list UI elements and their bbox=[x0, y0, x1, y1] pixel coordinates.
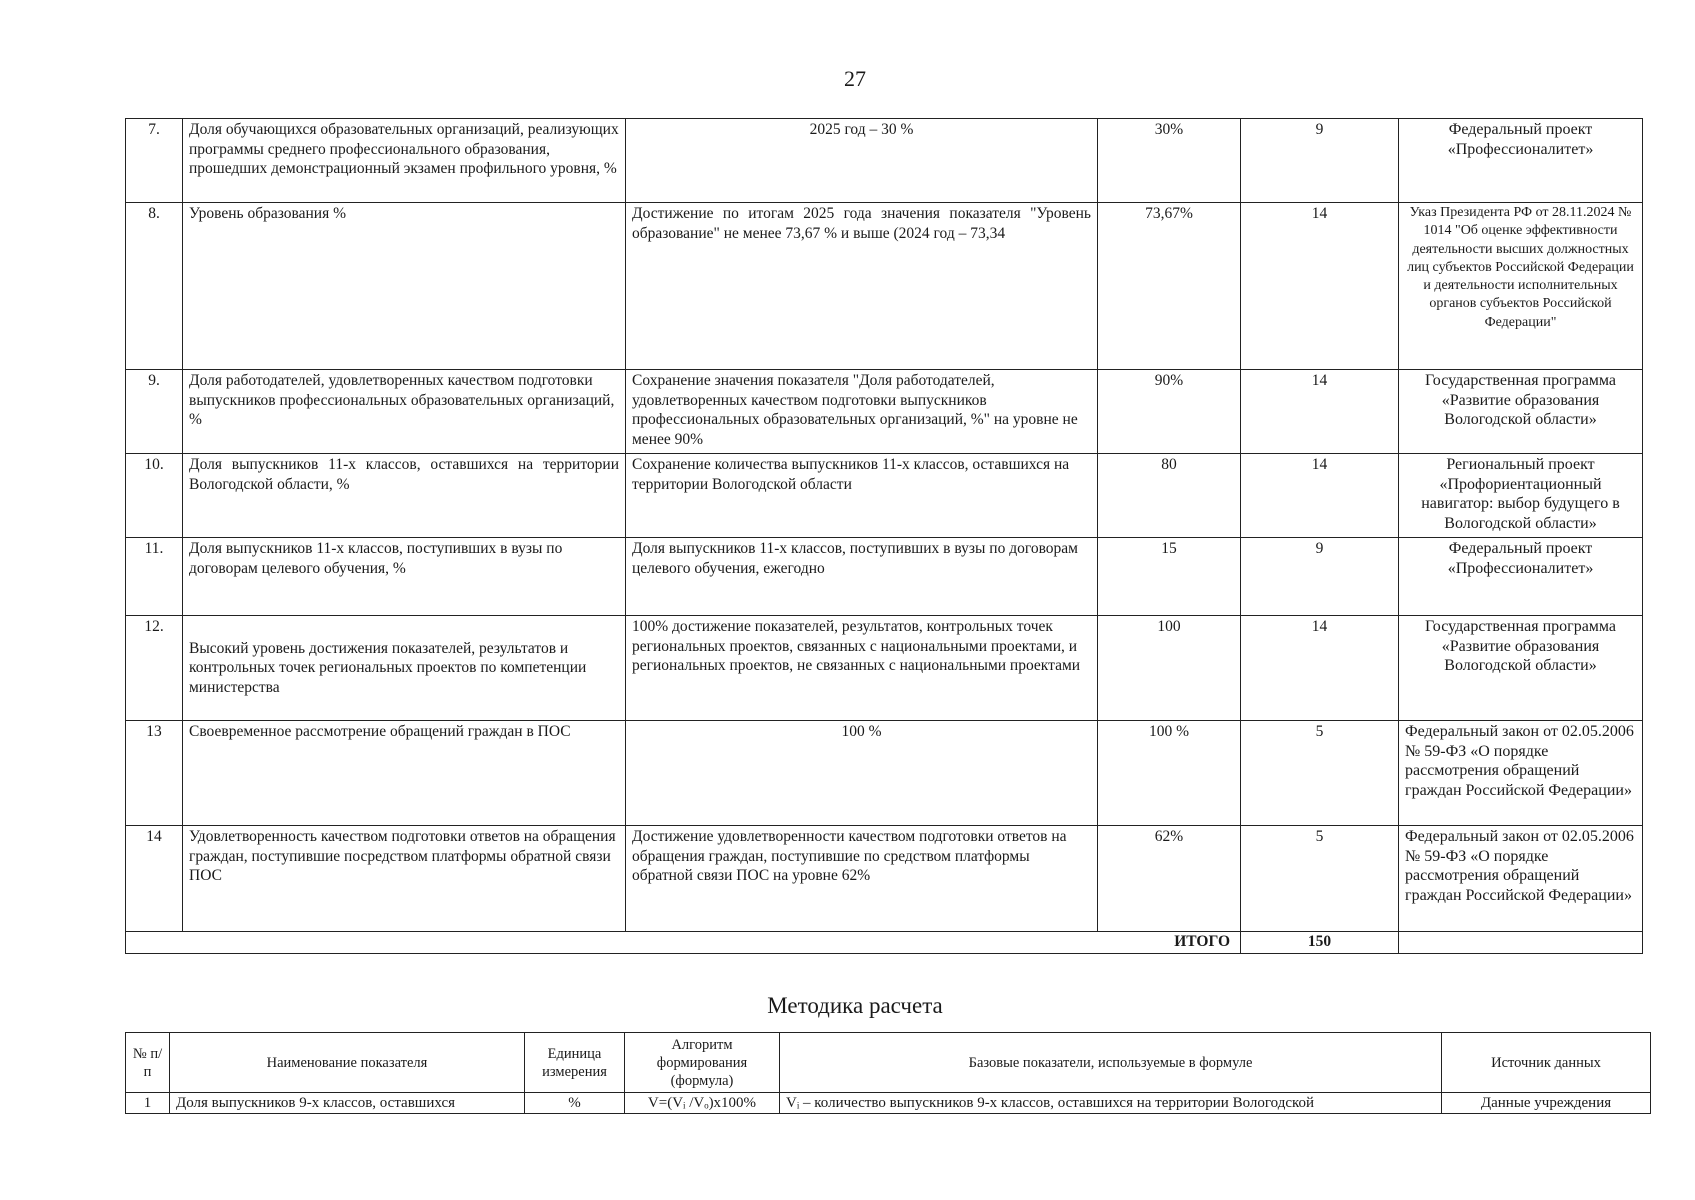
header-name: Наименование показателя bbox=[170, 1033, 525, 1093]
data-source: Федеральный закон от 02.05.2006 № 59-ФЗ «О порядке рассмотрения обращений граждан Российской Федерации» bbox=[1399, 826, 1643, 932]
indicator-points: 14 bbox=[1241, 203, 1399, 370]
header-base: Базовые показатели, используемые в формуле bbox=[780, 1033, 1442, 1093]
indicator-points: 9 bbox=[1241, 119, 1399, 203]
data-source: Государственная программа «Развитие образования Вологодской области» bbox=[1399, 370, 1643, 454]
indicator-points: 14 bbox=[1241, 616, 1399, 721]
indicator-value: 100 % bbox=[1098, 721, 1241, 826]
target-value: Достижение удовлетворенности качеством подготовки ответов на обращения граждан, поступившие по средством платформы обратной связи ПОС на уровне 62% bbox=[626, 826, 1098, 932]
target-value: Доля выпускников 11-х классов, поступивших в вузы по договорам целевого обучения, ежегодно bbox=[626, 538, 1098, 616]
data-source: Государственная программа «Развитие образования Вологодской области» bbox=[1399, 616, 1643, 721]
indicator-name: Уровень образования % bbox=[183, 203, 626, 370]
page-number: 27 bbox=[844, 66, 866, 91]
header-source: Источник данных bbox=[1442, 1033, 1651, 1093]
total-empty-cell bbox=[1399, 932, 1643, 954]
table-row bbox=[126, 1093, 1651, 1114]
method-indicator-name: Доля выпускников 9-х классов, оставшихся bbox=[170, 1093, 525, 1114]
table-row bbox=[126, 826, 1643, 932]
method-data-source: Данные учреждения bbox=[1442, 1093, 1651, 1114]
indicator-value: 62% bbox=[1098, 826, 1241, 932]
table-row bbox=[126, 370, 1643, 454]
indicator-value: 30% bbox=[1098, 119, 1241, 203]
indicator-name: Высокий уровень достижения показателей, результатов и контрольных точек региональных проектов по компетенции министерства bbox=[183, 616, 626, 721]
row-number: 12. bbox=[126, 616, 183, 721]
row-number: 8. bbox=[126, 203, 183, 370]
indicator-points: 5 bbox=[1241, 721, 1399, 826]
total-row bbox=[126, 932, 1643, 954]
indicator-value: 100 bbox=[1098, 616, 1241, 721]
table-row bbox=[126, 203, 1643, 370]
target-value: 100% достижение показателей, результатов, контрольных точек региональных проектов, связанных с национальными проектами, и региональных проектов, не связанных с национальными проектами bbox=[626, 616, 1098, 721]
target-value: Сохранение количества выпускников 11-х классов, оставшихся на территории Вологодской области bbox=[626, 454, 1098, 538]
method-header-row bbox=[126, 1033, 1651, 1093]
table-row bbox=[126, 721, 1643, 826]
indicator-name: Доля выпускников 11-х классов, оставшихся на территории Вологодской области, % bbox=[183, 454, 626, 538]
table-row bbox=[126, 538, 1643, 616]
indicator-points: 5 bbox=[1241, 826, 1399, 932]
indicator-value: 80 bbox=[1098, 454, 1241, 538]
table-row bbox=[126, 616, 1643, 721]
data-source: Региональный проект «Профориентационный навигатор: выбор будущего в Вологодской области» bbox=[1399, 454, 1643, 538]
data-source: Федеральный проект «Профессионалитет» bbox=[1399, 119, 1643, 203]
header-num: № п/ п bbox=[126, 1033, 170, 1093]
data-source: Федеральный проект «Профессионалитет» bbox=[1399, 538, 1643, 616]
indicator-name: Доля работодателей, удовлетворенных качеством подготовки выпускников профессиональных образовательных организаций, % bbox=[183, 370, 626, 454]
indicator-value: 73,67% bbox=[1098, 203, 1241, 370]
target-value: 100 % bbox=[626, 721, 1098, 826]
row-number: 7. bbox=[126, 119, 183, 203]
indicator-value: 15 bbox=[1098, 538, 1241, 616]
header-unit: Единица измерения bbox=[525, 1033, 625, 1093]
row-number: 9. bbox=[126, 370, 183, 454]
method-base-indicators: Vᵢ – количество выпускников 9-х классов, оставшихся на территории Вологодской bbox=[780, 1093, 1442, 1114]
indicator-points: 14 bbox=[1241, 370, 1399, 454]
indicators-table bbox=[125, 118, 1643, 954]
indicator-name: Своевременное рассмотрение обращений граждан в ПОС bbox=[183, 721, 626, 826]
row-number: 10. bbox=[126, 454, 183, 538]
table-row bbox=[126, 119, 1643, 203]
data-source: Указ Президента РФ от 28.11.2024 № 1014 "Об оценке эффективности деятельности высших должностных лиц субъектов Российской Федерации и деятельности исполнительных органов субъектов Российской Федерации" bbox=[1399, 203, 1643, 370]
row-number: 11. bbox=[126, 538, 183, 616]
indicator-points: 14 bbox=[1241, 454, 1399, 538]
method-row-number: 1 bbox=[126, 1093, 170, 1114]
total-value: 150 bbox=[1241, 932, 1399, 954]
row-number: 13 bbox=[126, 721, 183, 826]
data-source: Федеральный закон от 02.05.2006 № 59-ФЗ «О порядке рассмотрения обращений граждан Российской Федерации» bbox=[1399, 721, 1643, 826]
header-algorithm: Алгоритм формирования (формула) bbox=[625, 1033, 780, 1093]
indicator-name: Доля выпускников 11-х классов, поступивших в вузы по договорам целевого обучения, % bbox=[183, 538, 626, 616]
method-formula: V=(Vᵢ /Vₒ)х100% bbox=[625, 1093, 780, 1114]
section-title: Методика расчета bbox=[767, 993, 943, 1018]
target-value: Сохранение значения показателя "Доля работодателей, удовлетворенных качеством подготовки выпускников профессиональных образовательных организаций, %" на уровне не менее 90% bbox=[626, 370, 1098, 454]
target-value: 2025 год – 30 % bbox=[626, 119, 1098, 203]
method-table bbox=[125, 1032, 1651, 1114]
indicator-name: Удовлетворенность качеством подготовки ответов на обращения граждан, поступившие посредством платформы обратной связи ПОС bbox=[183, 826, 626, 932]
indicator-points: 9 bbox=[1241, 538, 1399, 616]
table-row bbox=[126, 454, 1643, 538]
total-label: ИТОГО bbox=[126, 932, 1241, 954]
target-value: Достижение по итогам 2025 года значения показателя "Уровень образование" не менее 73,67 % и выше (2024 год – 73,34 bbox=[626, 203, 1098, 370]
indicator-value: 90% bbox=[1098, 370, 1241, 454]
method-unit: % bbox=[525, 1093, 625, 1114]
row-number: 14 bbox=[126, 826, 183, 932]
indicator-name: Доля обучающихся образовательных организаций, реализующих программы среднего профессионального образования, прошедших демонстрационный экзамен профильного уровня, % bbox=[183, 119, 626, 203]
